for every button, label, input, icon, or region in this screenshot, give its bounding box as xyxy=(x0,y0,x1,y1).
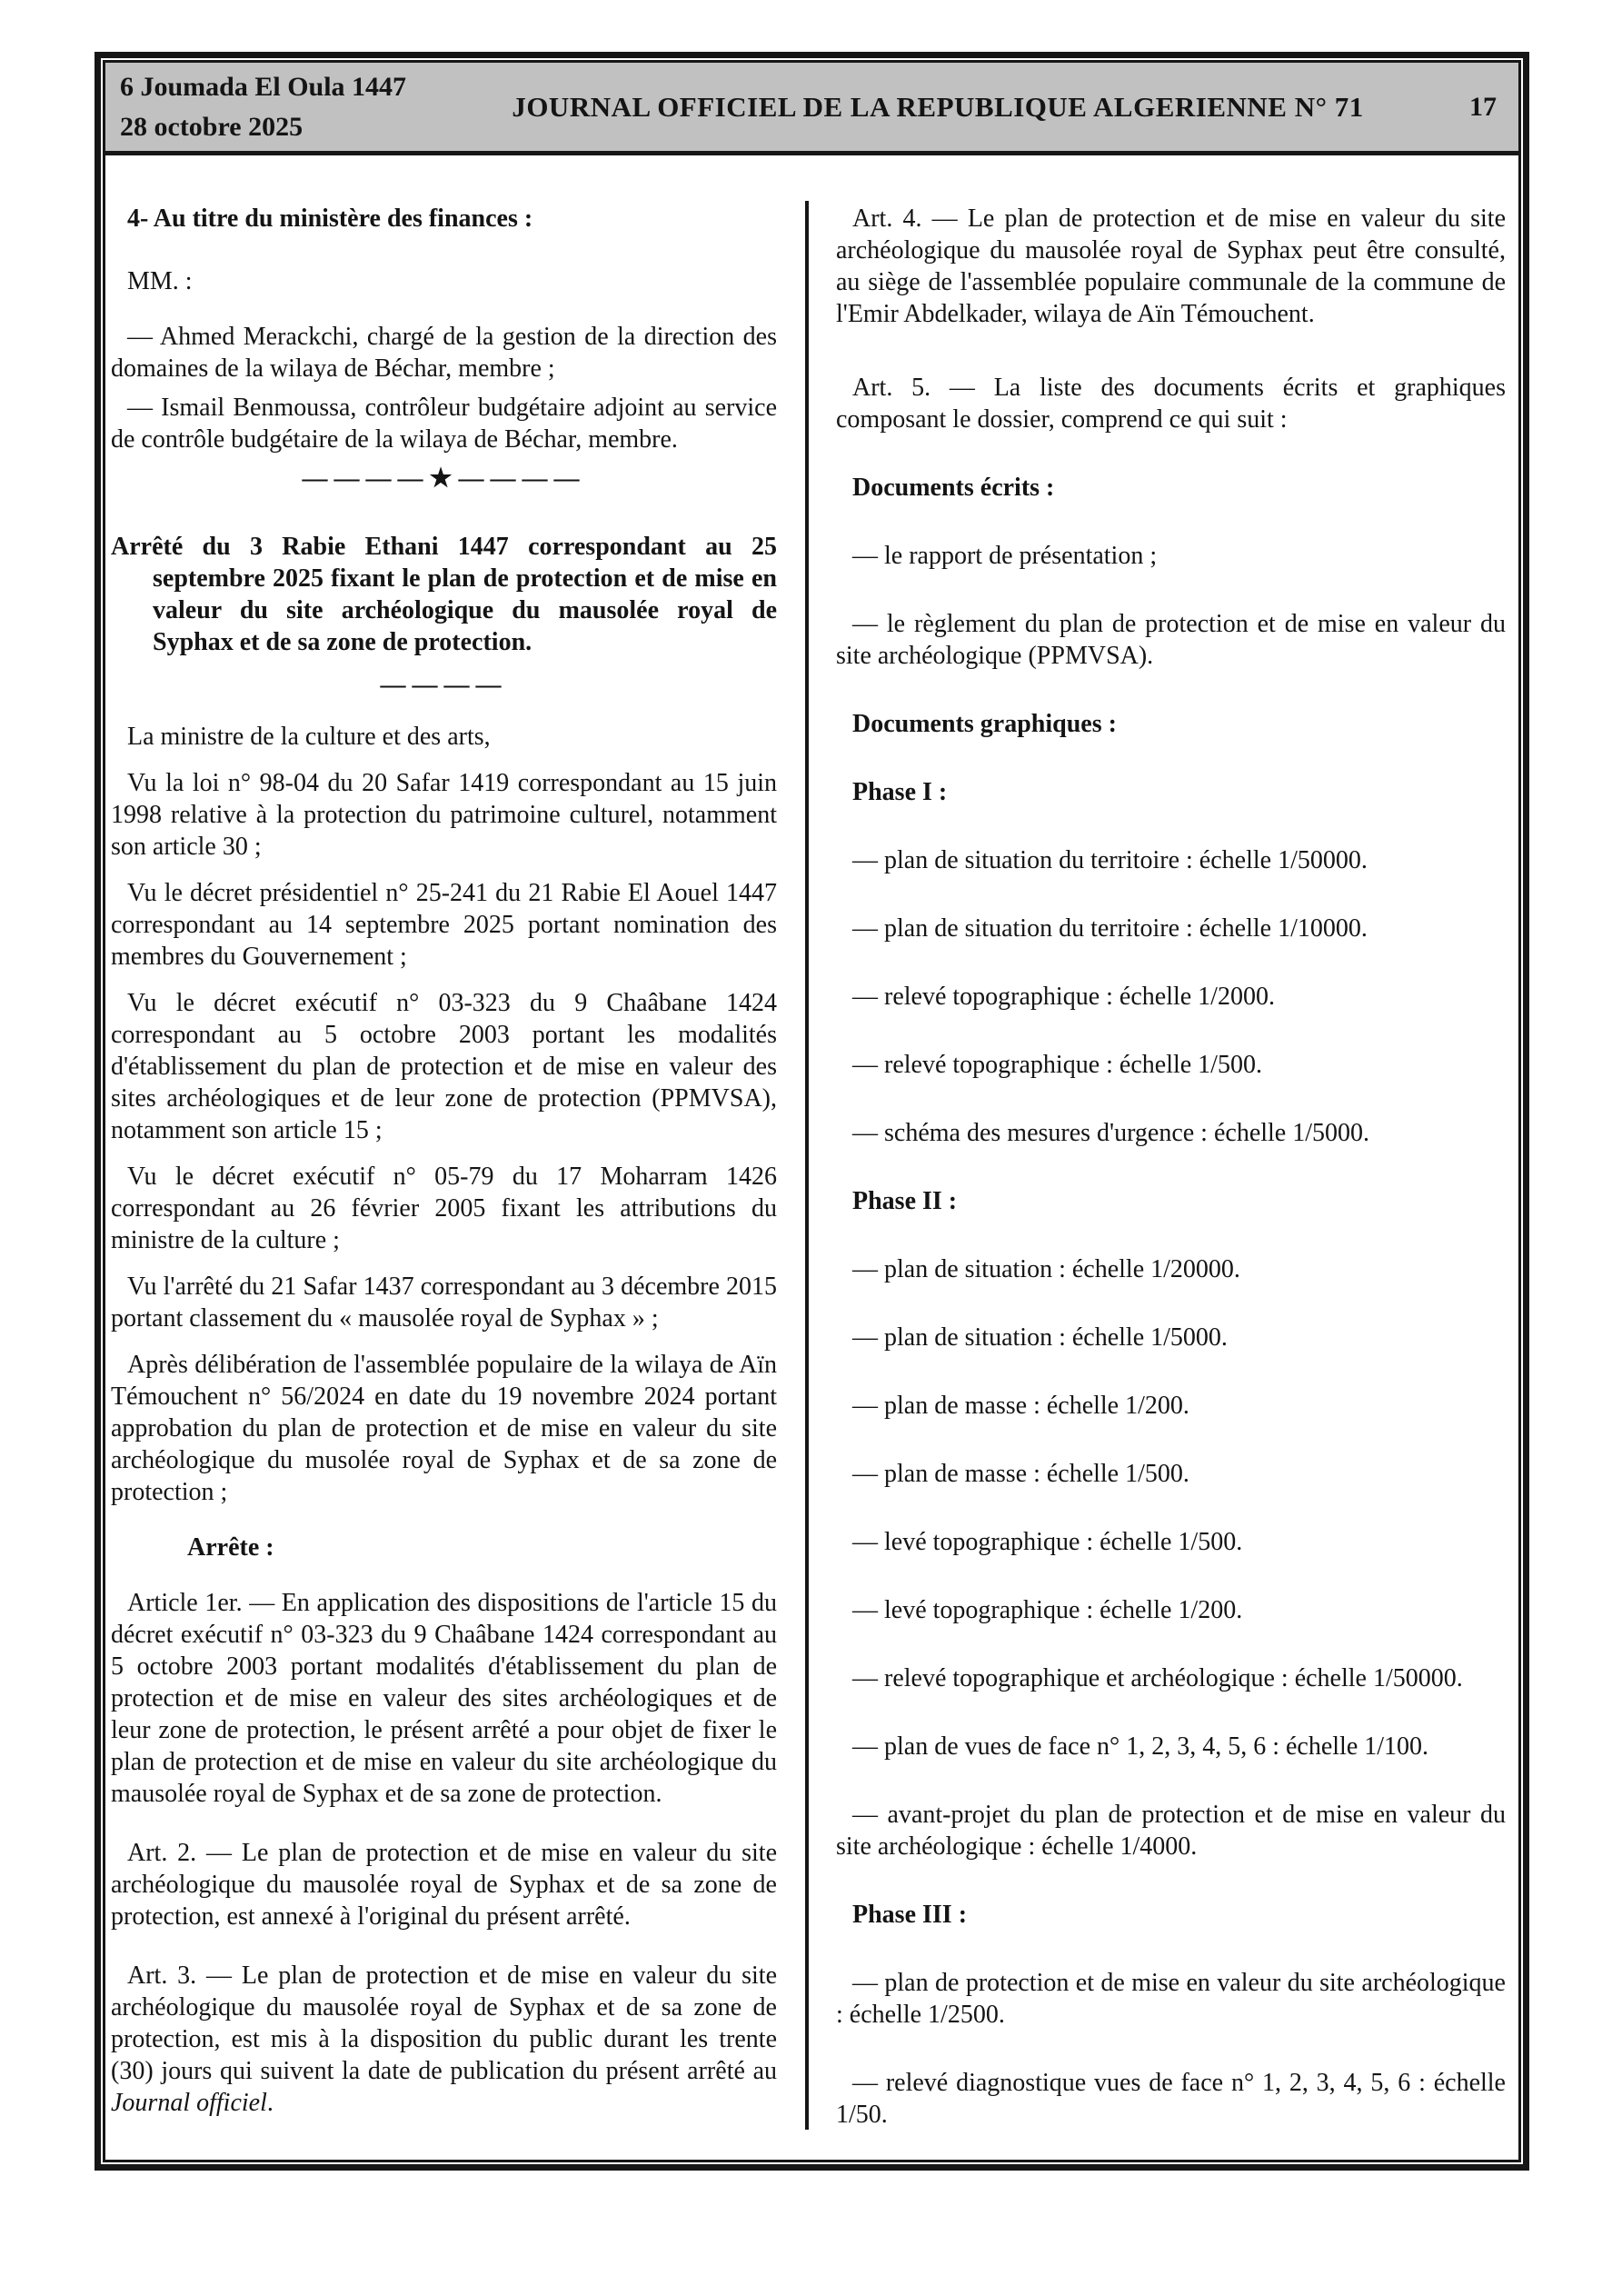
document-item: — relevé topographique : échelle 1/2000. xyxy=(852,983,1275,1011)
phase2-heading: Phase II : xyxy=(852,1187,958,1215)
document-item: — plan de situation du territoire : échelle 1/50000. xyxy=(852,846,1368,874)
document-item: — le règlement du plan de protection et de mise en valeur du site archéologique (PPMVSA). xyxy=(836,610,1506,670)
document-item: — avant-projet du plan de protection et de mise en valeur du site archéologique : échelle 1/4000. xyxy=(836,1801,1506,1861)
document-item: — plan de masse : échelle 1/500. xyxy=(852,1460,1189,1488)
minister-intro: La ministre de la culture et des arts, xyxy=(127,723,491,751)
member-item: — Ahmed Merackchi, chargé de la gestion de la direction des domaines de la wilaya de Béchar, membre ; xyxy=(111,323,777,383)
document-item: — schéma des mesures d'urgence : échelle 1/5000. xyxy=(852,1119,1370,1147)
journal-title: JOURNAL OFFICIEL DE LA REPUBLIQUE ALGERIENNE N° 71 xyxy=(512,90,1364,123)
arrete-label: Arrête : xyxy=(187,1533,274,1562)
document-item: — plan de vues de face n° 1, 2, 3, 4, 5, 6 : échelle 1/100. xyxy=(852,1732,1429,1761)
right-column xyxy=(836,203,1506,2131)
member-item: — Ismail Benmoussa, contrôleur budgétaire adjoint au service de contrôle budgétaire de la wilaya de Béchar, membre. xyxy=(111,394,777,454)
visa-paragraph: Vu la loi n° 98-04 du 20 Safar 1419 correspondant au 15 juin 1998 relative à la protection du patrimoine culturel, notamment son article 30 ; xyxy=(111,769,777,861)
column-divider-rule xyxy=(805,201,809,2130)
article-3-period: . xyxy=(266,2089,274,2117)
masthead-dates xyxy=(120,67,406,146)
article-3 xyxy=(111,1960,777,2119)
dash-separator: ———— xyxy=(380,671,508,699)
visa-paragraph: Vu le décret exécutif n° 03-323 du 9 Chaâbane 1424 correspondant au 5 octobre 2003 portant les modalités d'établissement du plan de protection et de mise en valeur des sites archéologiques et de leur zone de protection (PPMVSA), notamment son article 15 ; xyxy=(111,989,777,1144)
article-3-text: Art. 3. — Le plan de protection et de mise en valeur du site archéologique du mausolée royal de Syphax et de sa zone de protection, est mis à la disposition du public durant les trente (30) jours qui suivent la date de publication du présent arrêté au xyxy=(111,1962,777,2085)
journal-masthead xyxy=(105,63,1518,155)
decree-heading: Arrêté du 3 Rabie Ethani 1447 correspondant au 25 septembre 2025 fixant le plan de protection et de mise en valeur du site archéologique du mausolée royal de Syphax et de sa zone de protection. xyxy=(111,533,777,656)
document-item: — plan de situation du territoire : échelle 1/10000. xyxy=(852,914,1368,943)
mm-label: MM. : xyxy=(127,267,193,295)
document-item: — levé topographique : échelle 1/500. xyxy=(852,1528,1243,1556)
document-item: — relevé topographique et archéologique : échelle 1/50000. xyxy=(852,1664,1463,1692)
page-content xyxy=(105,155,1518,2160)
document-item: — plan de situation : échelle 1/20000. xyxy=(852,1255,1240,1283)
article-5: Art. 5. — La liste des documents écrits et graphiques composant le dossier, comprend ce qui suit : xyxy=(836,374,1506,434)
article-2: Art. 2. — Le plan de protection et de mise en valeur du site archéologique du mausolée royal de Syphax et de sa zone de protection, est annexé à l'original du présent arrêté. xyxy=(111,1839,777,1931)
phase3-heading: Phase III : xyxy=(852,1901,968,1929)
page-frame xyxy=(95,52,1529,2171)
document-item: — plan de situation : échelle 1/5000. xyxy=(852,1323,1228,1352)
document-item: — levé topographique : échelle 1/200. xyxy=(852,1596,1243,1624)
document-item: — relevé topographique : échelle 1/500. xyxy=(852,1051,1262,1079)
document-item: — plan de masse : échelle 1/200. xyxy=(852,1392,1189,1420)
visa-paragraph: Vu le décret présidentiel n° 25-241 du 21 Rabie El Aouel 1447 correspondant au 14 septembre 2025 portant nomination des membres du Gouvernement ; xyxy=(111,879,777,971)
ministry-finances-heading: 4- Au titre du ministère des finances : xyxy=(127,205,533,233)
hijri-date: 6 Joumada El Oula 1447 xyxy=(120,72,407,102)
documents-ecrits-heading: Documents écrits : xyxy=(852,474,1055,502)
visa-paragraph: Vu l'arrêté du 21 Safar 1437 correspondant au 3 décembre 2015 portant classement du « mausolée royal de Syphax » ; xyxy=(111,1273,777,1333)
article-1: Article 1er. — En application des dispositions de l'article 15 du décret exécutif n° 03-323 du 9 Chaâbane 1424 correspondant au 5 octobre 2003 portant modalités d'établissement du plan de protection et de mise en valeur des sites archéologiques et de leur zone de protection, le présent arrêté a pour objet de fixer le plan de protection et de mise en valeur du site archéologique du mausolée royal de Syphax et de sa zone de protection. xyxy=(111,1589,777,1808)
visa-paragraph: Vu le décret exécutif n° 05-79 du 17 Moharram 1426 correspondant au 26 février 2005 fixant les attributions du ministre de la culture ; xyxy=(111,1163,777,1254)
left-column xyxy=(111,203,777,2133)
article-4: Art. 4. — Le plan de protection et de mise en valeur du site archéologique du mausolée royal de Syphax peut être consulté, au siège de l'assemblée populaire communale de la commune de l'Emir Abdelkader, wilaya de Aïn Témouchent. xyxy=(836,205,1506,328)
star-separator: ————★———— xyxy=(302,464,586,493)
page-frame-inner xyxy=(103,60,1521,2162)
documents-graphiques-heading: Documents graphiques : xyxy=(852,710,1117,738)
journal-officiel-italic: Journal officiel xyxy=(111,2089,267,2117)
deliberation-paragraph: Après délibération de l'assemblée populaire de la wilaya de Aïn Témouchent n° 56/2024 en date du 19 novembre 2024 portant approbation du plan de protection et de mise en valeur du site archéologique du musolée royal de Syphax et de sa zone de protection ; xyxy=(111,1351,777,1506)
page-number: 17 xyxy=(1469,91,1497,122)
gregorian-date: 28 octobre 2025 xyxy=(120,111,304,142)
phase1-heading: Phase I : xyxy=(852,778,948,806)
document-item: — le rapport de présentation ; xyxy=(852,542,1158,570)
document-item: — relevé diagnostique vues de face n° 1, 2, 3, 4, 5, 6 : échelle 1/50. xyxy=(836,2069,1506,2129)
document-item: — plan de protection et de mise en valeur du site archéologique : échelle 1/2500. xyxy=(836,1969,1506,2029)
